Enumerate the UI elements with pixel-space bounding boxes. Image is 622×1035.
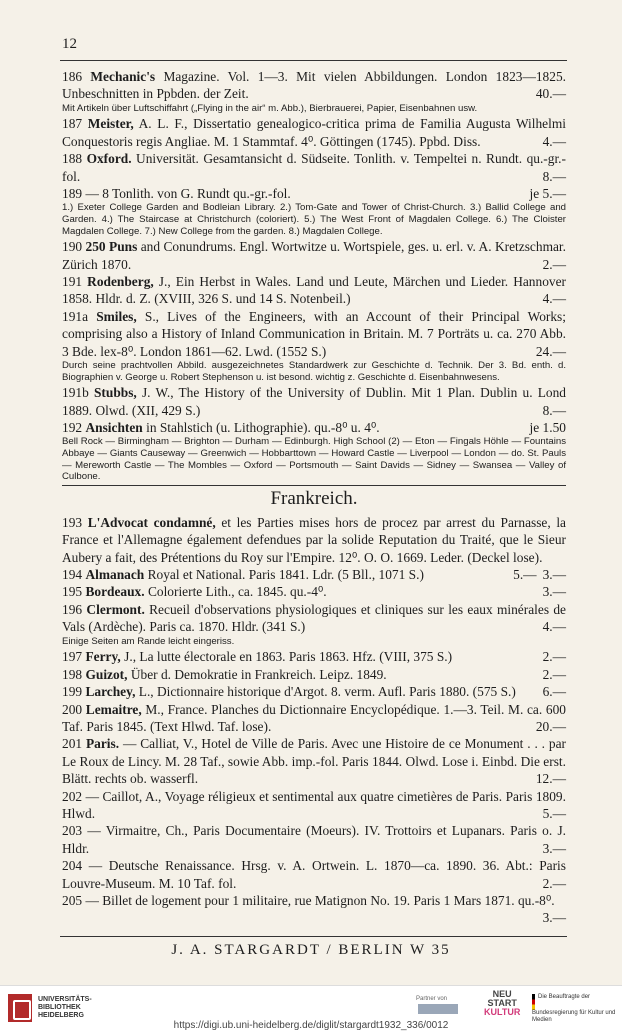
entry-text: et les Parties mises hors de procez par arrest du Parnasse, la France et l'Allemagne également defendues par la solide Reputation du Traité, que le Sieur Aubery a fait, des Prétentions du Roy sur l'Empire. 12⁰. O. O. 1669. Leder. (Deckel lose). <box>62 514 566 565</box>
entry-heading: Ansichten <box>85 420 143 436</box>
entry-text: J., Ein Herbst in Wales. Land und Leute, Märchen und Lieder. Hannover 1858. Hldr. d. Z. (XVIII, 326 S. und 14 S. Notenbeil.) <box>62 274 566 307</box>
entry-text: J. W., The History of the University of Dublin. Mit 1 Plan. Dublin u. Lond 1889. Olwd. (XII, 429 S.) <box>62 385 566 418</box>
catalog-entry <box>62 735 566 787</box>
entry-price: 3.— <box>542 567 566 583</box>
entry-heading: Guizot, <box>85 666 128 682</box>
entry-number: 204 <box>62 858 83 874</box>
entry-text: Magazine. Vol. 1—3. Mit vielen Abbildungen. London 1823—1825. Unbeschnitten in Ppbden. der Zeit. <box>62 69 566 102</box>
catalog-entry <box>62 601 566 647</box>
entry-price: 4.— <box>542 133 566 149</box>
entry-number: 202 <box>62 788 83 804</box>
entry-text: Universität. Gesamtansicht d. Südseite. Tonlith. v. Tempeltei n. Rundt. qu.-gr.-fol. <box>62 151 566 184</box>
entry-number: 203 <box>62 823 83 839</box>
entry-price: 4.— <box>542 619 566 635</box>
entry-note: 1.) Exeter College Garden and Bodleian Library. 2.) Tom-Gate and Tower of Christ-Church. 3.) Ballid College and Garden. 4.) The Staircase at Christchurch (coloriert). 5.) The West Front of Magdalen College. 6.) The Cloister Magdalen College. 7.) New College from the garden. 8.) Magdalen College. <box>62 202 566 237</box>
entry-text: — Calliat, V., Hotel de Ville de Paris. Avec une Histoire de ce Monument . . . par Le Roux de Lincy. M. 28 Taf., sowie Abb. imp.-fol. Paris 1844. Olwd. Lose i. Einbd. Die erst. Blätt. rechts ob. wasserfl. <box>62 736 566 787</box>
entry-number: 191b <box>62 385 89 401</box>
entry-price: 2.— <box>542 256 566 272</box>
entry-number: 190 <box>62 239 83 255</box>
footer-rule <box>60 936 567 937</box>
header-rule <box>60 60 567 61</box>
entry-price: 2.— <box>542 649 566 665</box>
entry-number: 205 <box>62 892 83 908</box>
entry-price: 4.— <box>542 291 566 307</box>
catalog-entry <box>62 566 566 583</box>
entry-price: je 5.— <box>529 186 566 202</box>
entry-heading: Meister, <box>87 116 134 132</box>
entry-text: — 8 Tonlith. von G. Rundt qu.-gr.-fol. <box>85 186 291 202</box>
entry-number: 192 <box>62 420 83 436</box>
entry-note: Bell Rock — Birmingham — Brighton — Durham — Edinburgh. High School (2) — Eton — Fingals Höhle — Fountains Abbaye — Giants Causeway — Greenwich — Hobbarttown — Howard Castle — Liverpool — London — do. St. Pauls — Mereworth Castle — The Mombles — Oxford — Portsmouth — Saint Davids — Sidney — Swansea — Valley of Culbone. <box>62 436 566 483</box>
entry-price: 3.— <box>542 840 566 856</box>
entry-heading: 250 Puns <box>85 239 138 255</box>
entry-text: L., Dictionnaire historique d'Argot. 8. verm. Aufl. Paris 1880. (575 S.) <box>135 684 516 700</box>
entry-price: 6.— <box>542 684 566 700</box>
entry-number: 187 <box>62 116 83 132</box>
catalog-entry <box>62 857 566 892</box>
catalog-entry <box>62 308 566 383</box>
entry-text: Über d. Demokratie in Frankreich. Leipz. 1849. <box>127 666 387 682</box>
entry-heading: Almanach <box>85 567 145 583</box>
entry-heading: Bordeaux. <box>85 584 145 600</box>
entry-price: 5.— <box>513 567 537 583</box>
entry-text: — Caillot, A., Voyage réligieux et sentimental aux quatre cimetières de Paris. Paris 1809. Hlwd. <box>62 788 566 821</box>
publisher-footer: J. A. STARGARDT / BERLIN W 35 <box>171 942 451 958</box>
partner-logo-icon <box>418 1004 458 1014</box>
catalog-entry <box>62 419 566 483</box>
entry-price: 5.— <box>542 805 566 821</box>
ub-heidelberg-logo[interactable]: UNIVERSITÄTS- BIBLIOTHEK HEIDELBERG <box>8 994 92 1022</box>
entry-number: 188 <box>62 151 83 167</box>
entry-number: 197 <box>62 649 83 665</box>
entry-text: S., Lives of the Engineers, with an Account of their Principal Works; comprising also a History of Inland Communication in Britain. M. 7 Porträts u. ca. 270 Abb. 3 Bde. lex-8⁰. London 1861—62. Lwd. (1552 S.) <box>62 308 566 359</box>
library-logo-icon <box>8 994 32 1022</box>
page-number: 12 <box>62 36 77 52</box>
entry-price: 2.— <box>542 875 566 891</box>
section-title: Frankreich. <box>270 487 358 509</box>
entry-heading: Rodenberg, <box>87 274 154 290</box>
entry-number: 200 <box>62 701 83 717</box>
entry-heading: Smiles, <box>96 308 137 324</box>
entry-text: A. L. F., Dissertatio genealogico-critica prima de Familia Augusta Wilhelmi Conquestoris regis Angliae. M. 1 Stammtaf. 4⁰. Göttingen (1745). Ppbd. Diss. <box>62 116 566 149</box>
german-flag-icon <box>532 994 535 1010</box>
entry-text: — Virmaitre, Ch., Paris Documentaire (Moeurs). IV. Trottoirs et Lupanars. Paris o. J. Hldr. <box>62 823 566 856</box>
section-rule <box>62 485 566 486</box>
catalog-entry <box>62 822 566 857</box>
catalog-entry <box>62 238 566 273</box>
catalog-entry <box>62 185 566 237</box>
catalog-entry <box>62 666 566 683</box>
entry-text: — Billet de logement pour 1 militaire, rue Matignon No. 19. Paris 1 Mars 1871. qu.-8⁰. <box>85 892 555 908</box>
entry-text: Recueil d'observations physiologiques et cliniques sur les eaux minérales de Vals (Ardèche). Paris ca. 1870. Hldr. (341 S.) <box>62 601 566 635</box>
entry-price: 24.— <box>535 343 566 359</box>
viewer-bottom-bar <box>0 985 622 1035</box>
entry-price: je 1.50 <box>529 420 566 436</box>
entry-text: — Deutsche Renaissance. Hrsg. v. A. Ortwein. L. 1870—ca. 1890. 36. Abt.: Paris Louvre-Museum. M. 10 Taf. fol. <box>62 858 566 891</box>
entry-number: 189 <box>62 186 83 202</box>
catalog-entry <box>62 150 566 185</box>
entry-number: 199 <box>62 684 83 700</box>
entry-number: 198 <box>62 666 83 682</box>
entry-number: 194 <box>62 567 83 583</box>
entry-heading: L'Advocat condamné, <box>87 514 216 530</box>
entry-number: 201 <box>62 736 83 752</box>
catalog-entry <box>62 583 566 600</box>
partner-label: Partner von <box>416 996 448 1002</box>
entry-text: in Stahlstich (u. Lithographie). qu.-8⁰ u. 4⁰. <box>142 420 380 436</box>
entry-price: 3.— <box>542 584 566 600</box>
entry-text: Royal et National. Paris 1841. Ldr. (5 Bll., 1071 S.) <box>144 567 424 583</box>
entry-heading: Clermont. <box>86 601 145 617</box>
catalog-entry <box>62 115 566 150</box>
entry-number: 193 <box>62 514 83 530</box>
entry-number: 191 <box>62 274 83 290</box>
catalog-entry <box>62 701 566 736</box>
catalog-entry <box>62 683 566 700</box>
entries-france <box>62 514 566 926</box>
page-url[interactable]: https://digi.ub.uni-heidelberg.de/diglit/stargardt1932_336/0012 <box>173 1020 449 1031</box>
catalog-entry <box>62 788 566 823</box>
entry-heading: Mechanic's <box>90 69 156 84</box>
entry-heading: Stubbs, <box>93 385 137 401</box>
entry-text: and Conundrums. Engl. Wortwitze u. Wortspiele, ges. u. erl. v. A. Kretzschmar. Zürich 1870. <box>62 239 566 272</box>
entry-note: Durch seine prachtvollen Abbild. ausgezeichnetes Standardwerk zur Geschichte d. Technik. Der 3. Bd. enth. d. Biographien v. George u. Robert Stephenson u. ist besond. wichtig z. Geschichte d. Eisenbahnwesens. <box>62 360 566 383</box>
entry-heading: Lemaitre, <box>85 701 142 717</box>
entry-heading: Larchey, <box>85 684 136 700</box>
catalog-entry <box>62 384 566 419</box>
entry-price: 2.— <box>542 666 566 682</box>
entry-heading: Paris. <box>85 736 120 752</box>
entry-price: 20.— <box>535 718 566 734</box>
catalog-content <box>62 68 566 927</box>
entry-price: 8.— <box>542 168 566 184</box>
bkm-logo[interactable]: Die Beauftragte der Bundesregierung für Kultur und Medien <box>532 994 616 1023</box>
entry-price: 40.— <box>535 86 566 102</box>
entry-price: 8.— <box>542 402 566 418</box>
entry-number: 191a <box>62 308 89 324</box>
entry-number: 186 <box>62 69 83 84</box>
entries-great-britain <box>62 68 566 483</box>
catalog-entry <box>62 648 566 665</box>
entry-text: Colorierte Lith., ca. 1845. qu.-4⁰. <box>144 584 327 600</box>
neustart-kultur-logo[interactable]: NEU START KULTUR <box>484 989 521 1017</box>
entry-text: M., France. Planches du Dictionnaire Encyclopédique. 1.—3. Teil. M. ca. 600 Taf. Paris 1845. (Text Hlwd. Taf. lose). <box>62 701 566 734</box>
entry-number: 195 <box>62 584 83 600</box>
catalog-entry <box>62 273 566 308</box>
entry-price: 3.— <box>542 910 566 926</box>
entry-note: Mit Artikeln über Luftschiffahrt („Flying in the air“ m. Abb.), Bierbrauerei, Papier, Eisenbahnen usw. <box>62 102 478 114</box>
catalog-entry <box>62 892 566 926</box>
entry-note: Einige Seiten am Rande leicht eingeriss. <box>62 635 235 647</box>
entry-heading: Ferry, <box>85 649 121 665</box>
entry-number: 196 <box>62 601 83 617</box>
catalog-entry <box>62 68 566 114</box>
entry-price: 12.— <box>535 771 566 787</box>
entry-text: J., La lutte électorale en 1863. Paris 1863. Hfz. (VIII, 375 S.) <box>120 649 453 665</box>
entry-heading: Oxford. <box>86 151 132 167</box>
